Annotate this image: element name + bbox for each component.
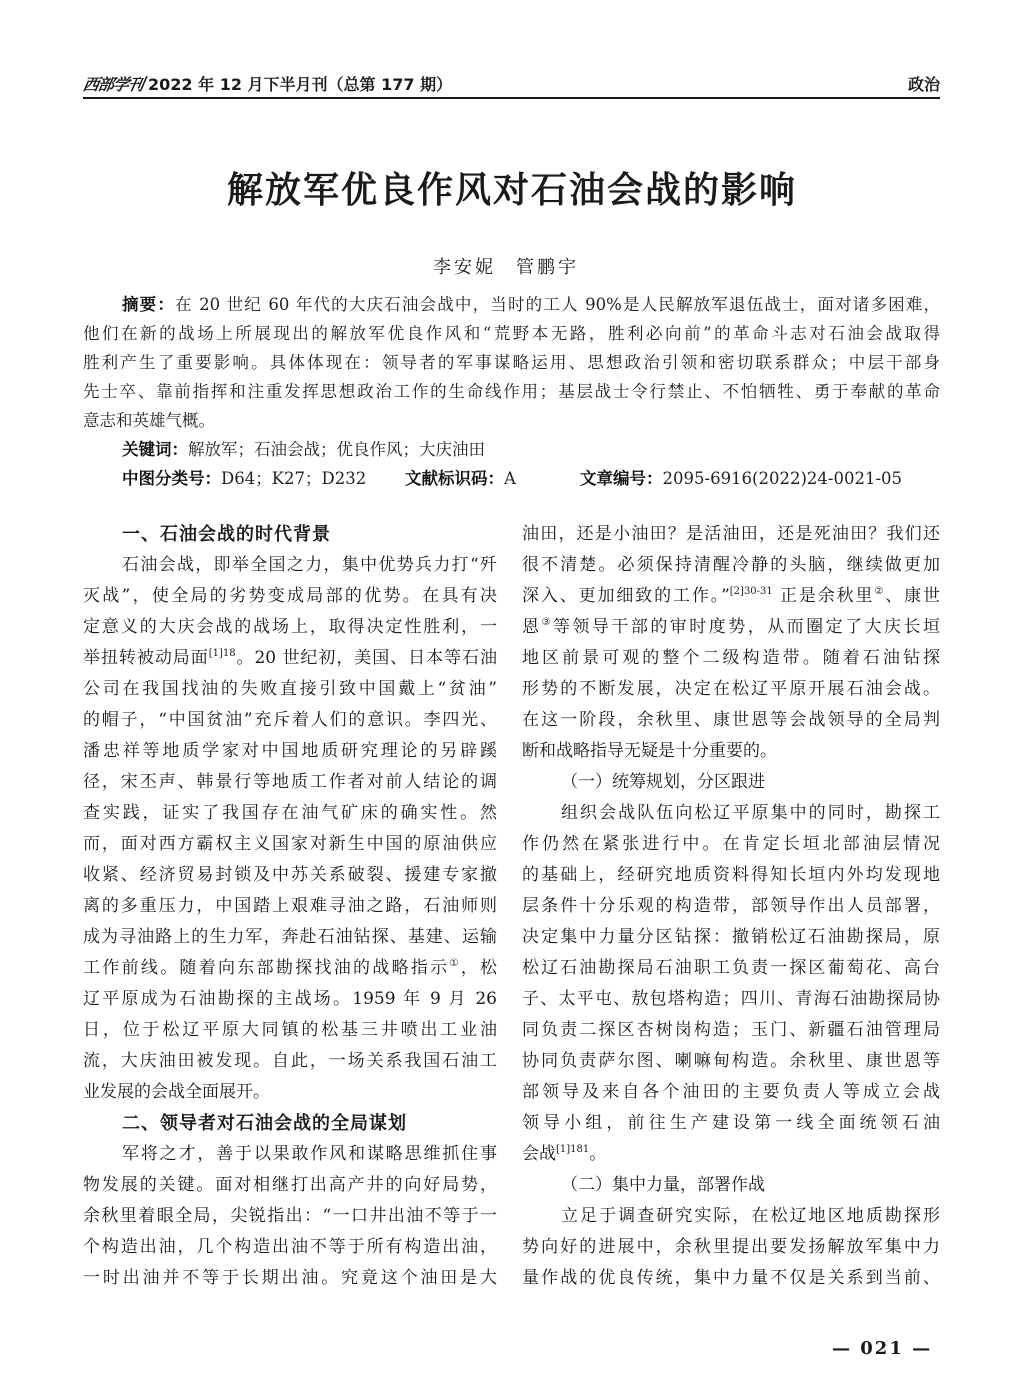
keywords-text: 解放军；石油会战；优良作风；大庆油田 xyxy=(188,440,485,459)
abstract-line: 他们在新的战场上所展现出的解放军优良作风和“荒野本无路，胜利必向前”的革命斗志对石油会战取得 xyxy=(83,324,940,343)
text-line xyxy=(83,953,497,984)
issue-info: 2022 年 12 月下半月刊（总第 177 期） xyxy=(148,75,453,94)
citation-superscript: [1]181 xyxy=(556,1144,590,1155)
text-segment: 深入、更加细致的工作。” xyxy=(522,586,730,606)
text-line: 辽平原成为石油勘探的主战场。1959 年 9 月 26 xyxy=(83,989,497,1009)
section-heading: 一、石油会战的时代背景 xyxy=(122,524,331,545)
text-line: 灭战”，使全局的劣势变成局部的优势。在具有决 xyxy=(83,586,497,606)
abstract-line: 先士卒、靠前指挥和注重发挥思想政治工作的生命线作用；基层战士令行禁止、不怕牺牲、勇于奉献的革命 xyxy=(83,382,940,401)
text-line: 层条件十分乐观的构造带，部领导作出人员部署， xyxy=(522,896,940,916)
clc-field xyxy=(122,464,366,493)
text-segment: 会战 xyxy=(522,1144,556,1164)
article-number-field xyxy=(580,464,902,493)
header-rule xyxy=(83,97,940,99)
text-line xyxy=(83,643,497,674)
text-segment: 等领导干部的审时度势，从而圈定了大庆长垣 xyxy=(552,617,941,637)
text-line: 量作战的优良传统，集中力量不仅是关系到当前、 xyxy=(522,1268,940,1288)
text-line: 势向好的进展中，余秋里提出要发扬解放军集中力 xyxy=(522,1237,940,1257)
text-line: 查实践，证实了我国存在油气矿床的确实性。然 xyxy=(83,803,497,823)
text-line: 离的多重压力，中国踏上艰难寻油之路，石油师则 xyxy=(83,896,497,916)
text-line: 物发展的关键。面对相继打出高产井的向好局势， xyxy=(83,1175,497,1195)
text-line: 领导小组，前往生产建设第一线全面统领石油 xyxy=(522,1113,940,1133)
abstract-line xyxy=(83,290,940,319)
footnote-marker: ③ xyxy=(541,617,553,628)
text-line: 流，大庆油田被发现。自此，一场关系我国石油工 xyxy=(83,1051,497,1071)
text-line: 定意义的大庆会战的战场上，取得决定性胜利，一 xyxy=(83,617,497,637)
text-segment: 。 xyxy=(589,1144,607,1164)
clc-value: D64；K27；D232 xyxy=(221,469,367,488)
text-line: 径，宋丕声、韩景行等地质工作者对前人结论的调 xyxy=(83,772,497,792)
left-column xyxy=(83,519,497,1294)
abstract-label: 摘要： xyxy=(122,295,176,314)
text-segment: 。20 世纪初，美国、日本等石油 xyxy=(235,648,497,668)
text-line: 组织会战队伍向松辽平原集中的同时，勘探工 xyxy=(561,803,940,823)
article-number-value: 2095-6916(2022)24-0021-05 xyxy=(662,469,903,488)
text-line: 公司在我国找油的失败直接引致中国戴上“贫油” xyxy=(83,679,497,699)
text-line: 松辽石油勘探局石油职工负责一探区葡萄花、高台 xyxy=(522,958,940,978)
keywords-line xyxy=(83,435,940,464)
citation-superscript: [1]18 xyxy=(208,648,236,659)
article-number-label: 文章编号： xyxy=(580,469,663,488)
text-line: 作仍然在紧张进行中。在肯定长垣北部油层情况 xyxy=(522,834,940,854)
clc-label: 中图分类号： xyxy=(122,469,221,488)
text-line: 而，面对西方霸权主义国家对新生中国的原油供应 xyxy=(83,834,497,854)
text-line xyxy=(522,1139,940,1170)
text-line: 决定集中力量分区钻探：撤销松辽石油勘探局，原 xyxy=(522,927,940,947)
abstract-block xyxy=(83,290,940,493)
subsection-heading: （二）集中力量，部署作战 xyxy=(561,1175,765,1195)
text-segment: 正是余秋里 xyxy=(772,586,875,606)
text-segment: 恩 xyxy=(522,617,542,637)
footnote-marker: ① xyxy=(449,958,461,969)
text-line: 断和战略指导无疑是十分重要的。 xyxy=(522,741,777,761)
doc-code-field xyxy=(405,464,516,493)
section-heading: 二、领导者对石油会战的全局谋划 xyxy=(122,1113,407,1134)
text-line: 的基础上，经研究地质资料得知长垣内外均发现地 xyxy=(522,865,940,885)
doc-code-value: A xyxy=(504,469,516,488)
section-name: 政治 xyxy=(907,75,940,94)
text-line xyxy=(522,612,940,643)
text-line: 余秋里着眼全局，尖锐指出：“一口井出油不等于一 xyxy=(83,1206,497,1226)
article-title: 解放军优良作风对石油会战的影响 xyxy=(226,169,797,211)
text-line: 个构造出油，几个构造出油不等于所有构造出油， xyxy=(83,1237,497,1257)
text-line: 部领导及来自各个油田的主要负责人等成立会战 xyxy=(522,1082,940,1102)
footnote-marker: ② xyxy=(874,586,886,597)
keywords-label: 关键词： xyxy=(122,440,188,459)
abstract-line: 意志和英雄气概。 xyxy=(83,411,215,430)
text-line: 立足于调查研究实际，在松辽地区地质勘探形 xyxy=(561,1206,940,1226)
author-name: 管鹏宇 xyxy=(516,257,579,278)
text-line: 收紧、经济贸易封锁及中苏关系破裂、援建专家撤 xyxy=(83,865,497,885)
subsection-heading: （一）统筹规划，分区跟进 xyxy=(561,772,765,792)
text-line: 地区前景可观的整个二级构造带。随着石油钻探 xyxy=(522,648,940,668)
running-header xyxy=(83,74,940,96)
classification-line xyxy=(83,464,940,493)
text-line: 同负责二探区杏树岗构造；玉门、新疆石油管理局 xyxy=(522,1020,940,1040)
page-number: — 021 — xyxy=(832,1338,933,1359)
text-segment: 、康世 xyxy=(885,586,941,606)
right-column xyxy=(522,519,940,1294)
text-segment: 举扭转被动局面 xyxy=(83,648,209,668)
text-line: 日，位于松辽平原大同镇的松基三井喷出工业油 xyxy=(83,1020,497,1040)
journal-logo: 西部学刊 xyxy=(81,75,145,94)
text-line: 业发展的会战全面展开。 xyxy=(83,1082,270,1102)
text-line: 很不清楚。必须保持清醒冷静的头脑，继续做更加 xyxy=(522,555,940,575)
text-line: 一时出油并不等于长期出油。究竟这个油田是大 xyxy=(83,1268,497,1288)
text-line: 的帽子，“中国贫油”充斥着人们的意识。李四光、 xyxy=(83,710,497,730)
text-segment: ，松 xyxy=(460,958,498,978)
author-list xyxy=(433,256,579,280)
abstract-text: 在 20 世纪 60 年代的大庆石油会战中，当时的工人 90%是人民解放军退伍战士，面对诸多困难， xyxy=(175,295,941,314)
text-segment: 工作前线。随着向东部勘探找油的战略指示 xyxy=(83,958,450,978)
text-line: 军将之才，善于以果敢作风和谋略思维抓住事 xyxy=(122,1144,497,1164)
text-line: 成为寻油路上的生力军，奔赴石油钻探、基建、运输 xyxy=(83,927,497,947)
author-name: 李安妮 xyxy=(433,257,496,278)
text-line: 在这一阶段，余秋里、康世恩等会战领导的全局判 xyxy=(522,710,940,730)
text-line: 形势的不断发展，决定在松辽平原开展石油会战。 xyxy=(522,679,940,699)
text-line: 潘忠祥等地质学家对中国地质研究理论的另辟蹊 xyxy=(83,741,497,761)
text-line: 石油会战，即举全国之力，集中优势兵力打“歼 xyxy=(122,555,497,575)
text-line: 子、太平屯、敖包塔构造；四川、青海石油勘探局协 xyxy=(522,989,940,1009)
abstract-line: 胜利产生了重要影响。具体体现在：领导者的军事谋略运用、思想政治引领和密切联系群众；中层干部身 xyxy=(83,353,940,372)
text-line: 油田，还是小油田？是活油田，还是死油田？我们还 xyxy=(522,524,940,544)
text-line: 协同负责萨尔图、喇嘛甸构造。余秋里、康世恩等 xyxy=(522,1051,940,1071)
doc-code-label: 文献标识码： xyxy=(405,469,504,488)
text-line xyxy=(522,581,940,612)
citation-superscript: [2]30-31 xyxy=(729,586,773,597)
